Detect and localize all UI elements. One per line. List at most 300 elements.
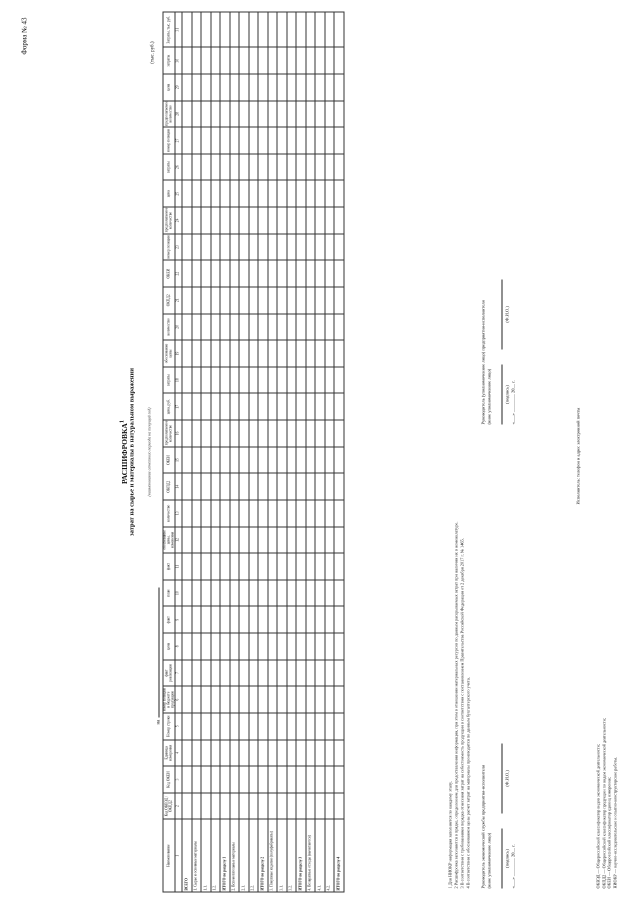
table-cell (277, 686, 287, 713)
table-cell (334, 340, 344, 367)
table-cell (192, 447, 202, 474)
table-cell (239, 633, 249, 660)
table-cell (306, 553, 316, 580)
table-cell (239, 154, 249, 181)
table-cell (249, 580, 259, 607)
column-header: цена (163, 74, 175, 101)
table-cell (220, 686, 230, 713)
table-cell (325, 74, 335, 101)
column-header: количество (163, 314, 175, 341)
table-cell (315, 234, 325, 261)
table-cell (306, 287, 316, 314)
table-cell (306, 207, 316, 234)
table-cell (201, 234, 211, 261)
table-cell (296, 393, 306, 420)
table-cell (192, 420, 202, 447)
document-title (119, 0, 130, 905)
table-cell (230, 180, 240, 207)
table-cell (249, 447, 259, 474)
table-cell (277, 660, 287, 687)
table-cell (220, 527, 230, 554)
table-cell (220, 340, 230, 367)
table-cell (306, 260, 316, 287)
column-header: номер позиции в бюджете продукции (162, 688, 175, 712)
table-cell (306, 633, 316, 660)
table-cell (220, 260, 230, 287)
table-cell (325, 393, 335, 420)
table-cell (315, 793, 325, 820)
table-cell (334, 367, 344, 394)
table-cell (258, 740, 268, 767)
table-cell (277, 793, 287, 820)
table-cell (306, 527, 316, 554)
table-cell (258, 447, 268, 474)
table-cell (334, 633, 344, 660)
table-cell (315, 766, 325, 793)
table-cell (220, 74, 230, 101)
table-cell (211, 180, 221, 207)
column-header: цена (163, 180, 175, 207)
period-blank (159, 588, 160, 718)
signature-block-right (481, 165, 517, 425)
table-cell (268, 527, 278, 554)
table-cell (306, 314, 316, 341)
table-cell (258, 527, 268, 554)
table-cell (334, 500, 344, 527)
row-label: ИТОГО по разделу 1 (220, 819, 230, 892)
table-cell (201, 766, 211, 793)
table-cell (306, 47, 316, 74)
signer-role: Руководитель экономической службы предприятия-исполнителя (480, 764, 486, 889)
row-label: ВСЕГО (182, 819, 192, 892)
column-number: 4 (175, 740, 182, 767)
table-cell (296, 74, 306, 101)
table-cell (258, 713, 268, 740)
table-cell (277, 314, 287, 341)
table-cell (211, 740, 221, 767)
rotated-form-sheet (1, 0, 641, 905)
abbreviations-list (596, 469, 618, 889)
table-cell (306, 367, 316, 394)
table-cell (249, 713, 259, 740)
table-cell (220, 101, 230, 128)
table-cell (201, 473, 211, 500)
table-cell (201, 260, 211, 287)
table-cell (325, 686, 335, 713)
column-header: затраты (163, 47, 175, 74)
footnote: 2 Расшифровка заполняется в прядке, определенном для предоставления информации, при этом в отношении материальных ресурсов по данным раскрываемых затрат при наличии их в номенклатуре. (453, 521, 459, 889)
table-cell (268, 74, 278, 101)
table-cell (306, 713, 316, 740)
table-cell (211, 713, 221, 740)
table-cell (287, 420, 297, 447)
table-cell (211, 47, 221, 74)
table-cell (315, 101, 325, 128)
column-number: 27 (175, 127, 182, 154)
table-cell (230, 527, 240, 554)
table-cell (230, 207, 240, 234)
table-cell (211, 367, 221, 394)
table-cell (182, 580, 192, 607)
table-cell (258, 793, 268, 820)
table-cell (315, 47, 325, 74)
column-number: 1 (175, 819, 182, 892)
row-label: ИТОГО по разделу 2 (258, 819, 268, 892)
table-cell (287, 447, 297, 474)
table-cell (268, 314, 278, 341)
table-cell (192, 340, 202, 367)
table-cell (277, 127, 287, 154)
table-header-row (163, 12, 175, 892)
table-cell (334, 686, 344, 713)
table-cell (211, 473, 221, 500)
table-cell (268, 500, 278, 527)
table-cell (230, 686, 240, 713)
table-cell (239, 314, 249, 341)
table-cell (192, 580, 202, 607)
column-number: 30 (175, 47, 182, 74)
table-cell (182, 527, 192, 554)
table-cell (249, 500, 259, 527)
table-cell (249, 47, 259, 74)
table-cell (192, 180, 202, 207)
table-cell (192, 793, 202, 820)
column-number: 25 (175, 180, 182, 207)
column-header: Номер строки (163, 713, 175, 740)
column-header: обоснование цены, изменения (163, 527, 175, 554)
table-row (201, 12, 211, 892)
table-cell (258, 260, 268, 287)
footnotes (448, 289, 472, 889)
row-label: 2. Вспомогательные материалы (230, 819, 240, 892)
table-cell (239, 47, 249, 74)
table-cell (220, 447, 230, 474)
table-cell (268, 766, 278, 793)
column-header: ОКЕИ (163, 447, 175, 474)
table-cell (334, 420, 344, 447)
row-label: 1.1. (201, 819, 211, 892)
column-header: ОКПД2 (163, 287, 175, 314)
table-cell (211, 340, 221, 367)
column-number: 23 (175, 234, 182, 261)
table-cell (230, 12, 240, 47)
table-cell (230, 580, 240, 607)
table-cell (287, 527, 297, 554)
table-cell (325, 340, 335, 367)
row-label: 3.2. (287, 819, 297, 892)
table-cell (277, 367, 287, 394)
table-cell (220, 660, 230, 687)
column-number: 6 (175, 686, 182, 713)
table-cell (182, 766, 192, 793)
table-cell (325, 580, 335, 607)
table-cell (201, 713, 211, 740)
column-number: 16 (175, 420, 182, 447)
table-cell (230, 260, 240, 287)
table-cell (277, 473, 287, 500)
table-cell (268, 127, 278, 154)
table-cell (258, 580, 268, 607)
table-cell (277, 420, 287, 447)
table-cell (249, 127, 259, 154)
table-cell (201, 686, 211, 713)
table-cell (230, 101, 240, 128)
table-cell (277, 606, 287, 633)
table-cell (334, 154, 344, 181)
table-cell (220, 473, 230, 500)
footnote: 3 В соответствии с требованиями порядка отнесения затрат на себестоимость продукции в соответствии с постановлением Правительства Российской Федерации от 2 декабря 2017 г. № 1465. (459, 538, 465, 889)
table-cell (334, 553, 344, 580)
table-cell (277, 101, 287, 128)
table-cell (201, 527, 211, 554)
column-header: обоснование цены (163, 340, 175, 367)
table-cell (211, 154, 221, 181)
table-cell (201, 154, 211, 181)
table-cell (296, 580, 306, 607)
table-cell (211, 580, 221, 607)
table-cell (211, 793, 221, 820)
table-cell (211, 101, 221, 128)
table-cell (201, 47, 211, 74)
table-cell (182, 340, 192, 367)
table-cell (315, 740, 325, 767)
table-cell (315, 660, 325, 687)
table-cell (258, 633, 268, 660)
table-cell (230, 713, 240, 740)
table-cell (287, 154, 297, 181)
table-cell (325, 500, 335, 527)
table-cell (239, 766, 249, 793)
table-cell (249, 260, 259, 287)
table-cell (258, 420, 268, 447)
table-cell (201, 793, 211, 820)
table-cell (220, 12, 230, 47)
table-cell (306, 180, 316, 207)
table-cell (325, 793, 335, 820)
table-cell (277, 527, 287, 554)
table-cell (258, 340, 268, 367)
column-header: цена, руб. (163, 393, 175, 420)
table-cell (296, 234, 306, 261)
column-number: 21 (175, 287, 182, 314)
column-number: 19 (175, 340, 182, 367)
table-cell (334, 207, 344, 234)
table-cell (258, 74, 268, 101)
table-cell (325, 207, 335, 234)
table-cell (220, 127, 230, 154)
table-cell (220, 793, 230, 820)
table-cell (230, 127, 240, 154)
table-cell (239, 101, 249, 128)
table-cell (277, 287, 287, 314)
column-header: факт (163, 553, 175, 580)
abbreviation: ОКЕИ — Общероссийский классификатор единиц измерения; (606, 777, 612, 889)
table-cell (268, 260, 278, 287)
table-cell (315, 127, 325, 154)
table-cell (192, 500, 202, 527)
units-note: (тыс. руб.) (150, 41, 156, 64)
table-cell (287, 500, 297, 527)
table-cell (211, 234, 221, 261)
table-cell (258, 367, 268, 394)
table-cell (192, 12, 202, 47)
name-line (502, 743, 503, 813)
signer-role: Руководитель (уполномоченное лицо) предприятия-исполнителя (480, 300, 486, 425)
table-cell (268, 47, 278, 74)
table-cell (296, 740, 306, 767)
row-label: 1.2. (211, 819, 221, 892)
table-cell (258, 686, 268, 713)
executor-line: Исполнитель: телефон и адрес электронной почты (575, 407, 581, 505)
table-cell (306, 340, 316, 367)
table-cell (201, 287, 211, 314)
table-cell (296, 154, 306, 181)
row-label: 4. Возвратные отходы (вычитаются) (306, 819, 316, 892)
signature-date: «___» ________ 20__ г. (510, 380, 516, 425)
table-cell (268, 633, 278, 660)
period-prefix: на (156, 719, 162, 725)
table-cell (277, 340, 287, 367)
table-cell (325, 101, 335, 128)
table-row (268, 12, 278, 892)
table-cell (306, 766, 316, 793)
table-cell (201, 393, 211, 420)
table-cell (201, 12, 211, 47)
table-cell (258, 154, 268, 181)
table-cell (296, 260, 306, 287)
table-cell (268, 447, 278, 474)
column-header: Код ОКЕИ (163, 766, 175, 793)
table-cell (334, 101, 344, 128)
table-cell (306, 393, 316, 420)
title-footnote-mark: 1 (118, 420, 126, 424)
table-cell (325, 633, 335, 660)
table-cell (258, 127, 268, 154)
table-cell (182, 447, 192, 474)
signer-role-note: (иное уполномоченное лицо) (486, 832, 492, 889)
table-cell (182, 207, 192, 234)
table-cell (334, 287, 344, 314)
table-cell (182, 713, 192, 740)
table-cell (239, 234, 249, 261)
table-cell (277, 633, 287, 660)
column-number: 8 (175, 633, 182, 660)
column-number: 15 (175, 447, 182, 474)
table-cell (287, 47, 297, 74)
table-cell (296, 101, 306, 128)
table-row (249, 12, 259, 892)
table-cell (239, 553, 249, 580)
table-cell (325, 420, 335, 447)
table-cell (220, 180, 230, 207)
table-cell (277, 260, 287, 287)
table-cell (192, 713, 202, 740)
name-caption: (Ф.И.О.) (504, 306, 510, 323)
table-cell (315, 580, 325, 607)
column-number: 17 (175, 393, 182, 420)
materials-table (163, 12, 345, 893)
table-cell (277, 580, 287, 607)
column-header: номер позиции (163, 234, 175, 261)
table-cell (230, 553, 240, 580)
row-label: 4.1. (315, 819, 325, 892)
table-cell (325, 367, 335, 394)
table-cell (325, 713, 335, 740)
table-cell (258, 207, 268, 234)
table-row (287, 12, 297, 892)
table-cell (211, 527, 221, 554)
table-cell (220, 47, 230, 74)
table-cell (315, 207, 325, 234)
table-cell (230, 740, 240, 767)
table-cell (287, 260, 297, 287)
table-cell (182, 473, 192, 500)
column-header: ОКПД2 (163, 473, 175, 500)
table-cell (296, 340, 306, 367)
table-cell (239, 74, 249, 101)
table-cell (315, 473, 325, 500)
table-cell (192, 127, 202, 154)
table-cell (239, 393, 249, 420)
row-label: ИТОГО по разделу 3 (296, 819, 306, 892)
table-cell (239, 580, 249, 607)
table-cell (334, 74, 344, 101)
table-cell (182, 47, 192, 74)
table-cell (277, 447, 287, 474)
table-cell (306, 473, 316, 500)
table-cell (230, 500, 240, 527)
table-cell (249, 180, 259, 207)
column-number: 3 (175, 766, 182, 793)
signature-line (502, 365, 503, 425)
table-cell (211, 314, 221, 341)
table-cell (296, 500, 306, 527)
table-cell (201, 340, 211, 367)
table-cell (268, 154, 278, 181)
table-cell (325, 553, 335, 580)
row-label: 1. Сырье и основные материалы (192, 819, 202, 892)
table-cell (220, 633, 230, 660)
table-cell (220, 553, 230, 580)
table-cell (306, 420, 316, 447)
table-cell (287, 580, 297, 607)
table-cell (220, 420, 230, 447)
table-cell (249, 154, 259, 181)
table-cell (325, 180, 335, 207)
table-cell (296, 367, 306, 394)
table-cell (258, 287, 268, 314)
table-cell (277, 234, 287, 261)
column-header: затраты (163, 367, 175, 394)
row-label: 4.2. (325, 819, 335, 892)
table-cell (239, 740, 249, 767)
table-cell (230, 367, 240, 394)
table-cell (258, 660, 268, 687)
name-line (502, 279, 503, 349)
table-cell (182, 180, 192, 207)
table-row (230, 12, 240, 892)
table-cell (220, 500, 230, 527)
table-cell (192, 606, 202, 633)
table-cell (287, 686, 297, 713)
table-cell (315, 314, 325, 341)
table-cell (258, 47, 268, 74)
table-cell (220, 367, 230, 394)
table-cell (249, 766, 259, 793)
column-number: 5 (175, 713, 182, 740)
table-cell (239, 686, 249, 713)
table-cell (182, 101, 192, 128)
